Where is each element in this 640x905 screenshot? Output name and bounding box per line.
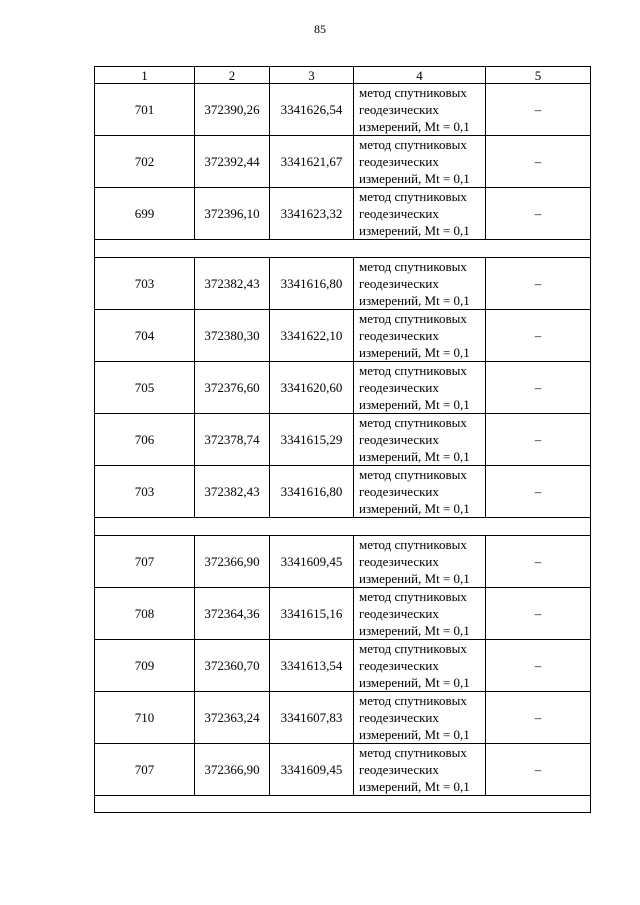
method-line: метод спутниковых <box>359 467 467 482</box>
x-coordinate-cell: 372363,24 <box>195 692 270 744</box>
method-line: метод спутниковых <box>359 311 467 326</box>
method-line: геодезических <box>359 432 439 447</box>
point-number-cell: 704 <box>95 310 195 362</box>
method-line: метод спутниковых <box>359 745 467 760</box>
point-number-cell: 703 <box>95 466 195 518</box>
table-row <box>95 692 591 744</box>
method-line: измерений, Mt = 0,1 <box>359 397 470 412</box>
method-cell <box>354 640 486 692</box>
method-line: метод спутниковых <box>359 641 467 656</box>
method-line: геодезических <box>359 658 439 673</box>
error-cell: – <box>486 310 591 362</box>
error-cell: – <box>486 640 591 692</box>
x-coordinate-cell: 372366,90 <box>195 744 270 796</box>
column-header-4: 4 <box>354 67 486 84</box>
group-separator-row <box>95 518 591 536</box>
method-line: измерений, Mt = 0,1 <box>359 571 470 586</box>
y-coordinate-cell: 3341615,16 <box>270 588 354 640</box>
x-coordinate-cell: 372390,26 <box>195 84 270 136</box>
method-line: измерений, Mt = 0,1 <box>359 223 470 238</box>
method-line: метод спутниковых <box>359 85 467 100</box>
y-coordinate-cell: 3341613,54 <box>270 640 354 692</box>
method-cell <box>354 692 486 744</box>
table-row <box>95 258 591 310</box>
method-line: измерений, Mt = 0,1 <box>359 675 470 690</box>
table-row <box>95 84 591 136</box>
y-coordinate-cell: 3341609,45 <box>270 536 354 588</box>
method-line: геодезических <box>359 154 439 169</box>
x-coordinate-cell: 372382,43 <box>195 466 270 518</box>
point-number-cell: 702 <box>95 136 195 188</box>
error-cell: – <box>486 414 591 466</box>
table-row <box>95 310 591 362</box>
x-coordinate-cell: 372364,36 <box>195 588 270 640</box>
y-coordinate-cell: 3341615,29 <box>270 414 354 466</box>
method-line: геодезических <box>359 484 439 499</box>
error-cell: – <box>486 536 591 588</box>
method-line: метод спутниковых <box>359 363 467 378</box>
method-line: измерений, Mt = 0,1 <box>359 623 470 638</box>
x-coordinate-cell: 372392,44 <box>195 136 270 188</box>
header-row <box>95 67 591 84</box>
error-cell: – <box>486 136 591 188</box>
method-line: измерений, Mt = 0,1 <box>359 345 470 360</box>
method-line: геодезических <box>359 762 439 777</box>
table-body <box>95 84 591 813</box>
coordinates-table <box>94 66 591 813</box>
point-number-cell: 710 <box>95 692 195 744</box>
y-coordinate-cell: 3341622,10 <box>270 310 354 362</box>
method-cell <box>354 588 486 640</box>
x-coordinate-cell: 372396,10 <box>195 188 270 240</box>
error-cell: – <box>486 744 591 796</box>
x-coordinate-cell: 372376,60 <box>195 362 270 414</box>
separator-cell <box>95 240 591 258</box>
method-line: геодезических <box>359 554 439 569</box>
y-coordinate-cell: 3341626,54 <box>270 84 354 136</box>
method-cell <box>354 188 486 240</box>
method-line: геодезических <box>359 606 439 621</box>
method-line: геодезических <box>359 102 439 117</box>
method-cell <box>354 744 486 796</box>
method-line: метод спутниковых <box>359 589 467 604</box>
y-coordinate-cell: 3341620,60 <box>270 362 354 414</box>
point-number-cell: 705 <box>95 362 195 414</box>
x-coordinate-cell: 372360,70 <box>195 640 270 692</box>
y-coordinate-cell: 3341609,45 <box>270 744 354 796</box>
method-line: геодезических <box>359 206 439 221</box>
method-cell <box>354 258 486 310</box>
column-header-3: 3 <box>270 67 354 84</box>
x-coordinate-cell: 372366,90 <box>195 536 270 588</box>
table-row <box>95 588 591 640</box>
column-header-2: 2 <box>195 67 270 84</box>
y-coordinate-cell: 3341607,83 <box>270 692 354 744</box>
method-line: измерений, Mt = 0,1 <box>359 727 470 742</box>
method-cell <box>354 136 486 188</box>
error-cell: – <box>486 84 591 136</box>
table-row <box>95 536 591 588</box>
y-coordinate-cell: 3341623,32 <box>270 188 354 240</box>
group-separator-row <box>95 240 591 258</box>
method-cell <box>354 466 486 518</box>
method-line: измерений, Mt = 0,1 <box>359 171 470 186</box>
table-row <box>95 188 591 240</box>
point-number-cell: 699 <box>95 188 195 240</box>
page-number: 85 <box>314 22 326 36</box>
point-number-cell: 701 <box>95 84 195 136</box>
point-number-cell: 703 <box>95 258 195 310</box>
method-cell <box>354 362 486 414</box>
method-cell <box>354 536 486 588</box>
method-line: измерений, Mt = 0,1 <box>359 779 470 794</box>
point-number-cell: 707 <box>95 536 195 588</box>
separator-cell <box>95 796 591 813</box>
table-row <box>95 466 591 518</box>
table-row <box>95 744 591 796</box>
y-coordinate-cell: 3341621,67 <box>270 136 354 188</box>
error-cell: – <box>486 258 591 310</box>
point-number-cell: 709 <box>95 640 195 692</box>
x-coordinate-cell: 372380,30 <box>195 310 270 362</box>
method-cell <box>354 84 486 136</box>
group-separator-row <box>95 796 591 813</box>
y-coordinate-cell: 3341616,80 <box>270 258 354 310</box>
point-number-cell: 706 <box>95 414 195 466</box>
x-coordinate-cell: 372382,43 <box>195 258 270 310</box>
method-line: измерений, Mt = 0,1 <box>359 293 470 308</box>
method-line: метод спутниковых <box>359 137 467 152</box>
column-header-5: 5 <box>486 67 591 84</box>
table-row <box>95 640 591 692</box>
point-number-cell: 707 <box>95 744 195 796</box>
method-line: метод спутниковых <box>359 693 467 708</box>
table-row <box>95 136 591 188</box>
error-cell: – <box>486 692 591 744</box>
method-line: геодезических <box>359 380 439 395</box>
method-line: метод спутниковых <box>359 189 467 204</box>
method-line: метод спутниковых <box>359 537 467 552</box>
method-line: метод спутниковых <box>359 415 467 430</box>
error-cell: – <box>486 466 591 518</box>
method-line: геодезических <box>359 328 439 343</box>
method-line: измерений, Mt = 0,1 <box>359 449 470 464</box>
method-line: геодезических <box>359 276 439 291</box>
method-line: метод спутниковых <box>359 259 467 274</box>
method-cell <box>354 310 486 362</box>
table-row <box>95 362 591 414</box>
column-header-1: 1 <box>95 67 195 84</box>
table-row <box>95 414 591 466</box>
method-line: геодезических <box>359 710 439 725</box>
method-line: измерений, Mt = 0,1 <box>359 501 470 516</box>
point-number-cell: 708 <box>95 588 195 640</box>
error-cell: – <box>486 188 591 240</box>
x-coordinate-cell: 372378,74 <box>195 414 270 466</box>
y-coordinate-cell: 3341616,80 <box>270 466 354 518</box>
method-line: измерений, Mt = 0,1 <box>359 119 470 134</box>
error-cell: – <box>486 588 591 640</box>
method-cell <box>354 414 486 466</box>
error-cell: – <box>486 362 591 414</box>
separator-cell <box>95 518 591 536</box>
